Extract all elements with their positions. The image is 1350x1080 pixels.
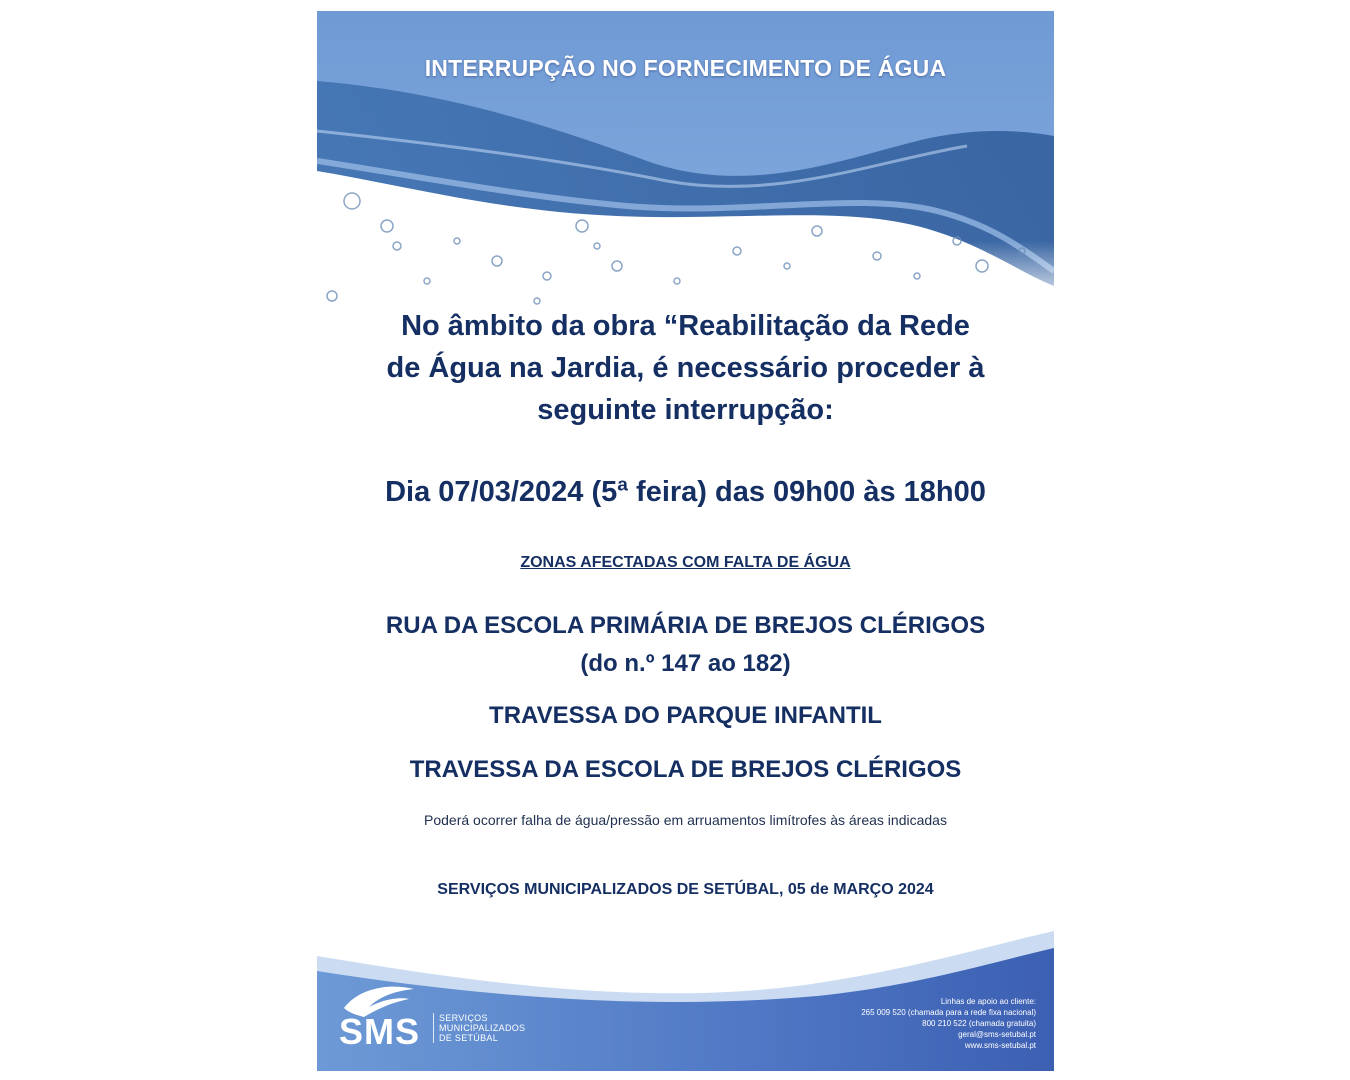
issuer-signature: SERVIÇOS MUNICIPALIZADOS DE SETÚBAL, 05 de MARÇO 2024: [437, 881, 934, 898]
phone-national: 265 009 520 (chamada para a rede fixa nacional): [861, 1008, 1036, 1017]
customer-support-contacts: [776, 996, 1036, 1051]
logo-name-line: MUNICIPALIZADOS: [439, 1023, 526, 1033]
intro-line: No âmbito da obra “Reabilitação da Rede: [401, 310, 970, 342]
zone-name: TRAVESSA DO PARQUE INFANTIL: [489, 702, 882, 729]
zone-range: (do n.º 147 ao 182): [580, 650, 791, 677]
notice-intro: [327, 305, 1044, 431]
interruption-date: Dia 07/03/2024 (5ª feira) das 09h00 às 18h00: [385, 476, 986, 508]
contact-website: www.sms-setubal.pt: [964, 1041, 1036, 1050]
contact-email: geral@sms-setubal.pt: [958, 1030, 1036, 1039]
zones-heading: ZONAS AFECTADAS COM FALTA DE ÁGUA: [520, 554, 851, 571]
sms-logo: [339, 983, 539, 1053]
phone-free: 800 210 522 (chamada gratuita): [922, 1019, 1036, 1028]
logo-name-line: DE SETÚBAL: [439, 1033, 499, 1043]
logo-name-line: SERVIÇOS: [439, 1013, 488, 1023]
intro-line: seguinte interrupção:: [537, 394, 834, 426]
logo-name: [433, 1013, 549, 1043]
affected-zone: [317, 607, 1054, 683]
intro-line: de Água na Jardia, é necessário proceder à: [386, 352, 985, 384]
affected-zone: [317, 697, 1054, 735]
zone-name: TRAVESSA DA ESCOLA DE BREJOS CLÉRIGOS: [409, 756, 962, 783]
affected-zone: [317, 751, 1054, 789]
contacts-heading: Linhas de apoio ao cliente:: [940, 997, 1036, 1006]
logo-acronym: SMS: [339, 1011, 421, 1052]
pressure-warning-note: Poderá ocorrer falha de água/pressão em arruamentos limítrofes às áreas indicadas: [424, 812, 947, 828]
notice-title: INTERRUPÇÃO NO FORNECIMENTO DE ÁGUA: [424, 55, 947, 81]
water-interruption-notice: [317, 11, 1054, 1071]
zone-name: RUA DA ESCOLA PRIMÁRIA DE BREJOS CLÉRIGOS: [385, 612, 986, 639]
